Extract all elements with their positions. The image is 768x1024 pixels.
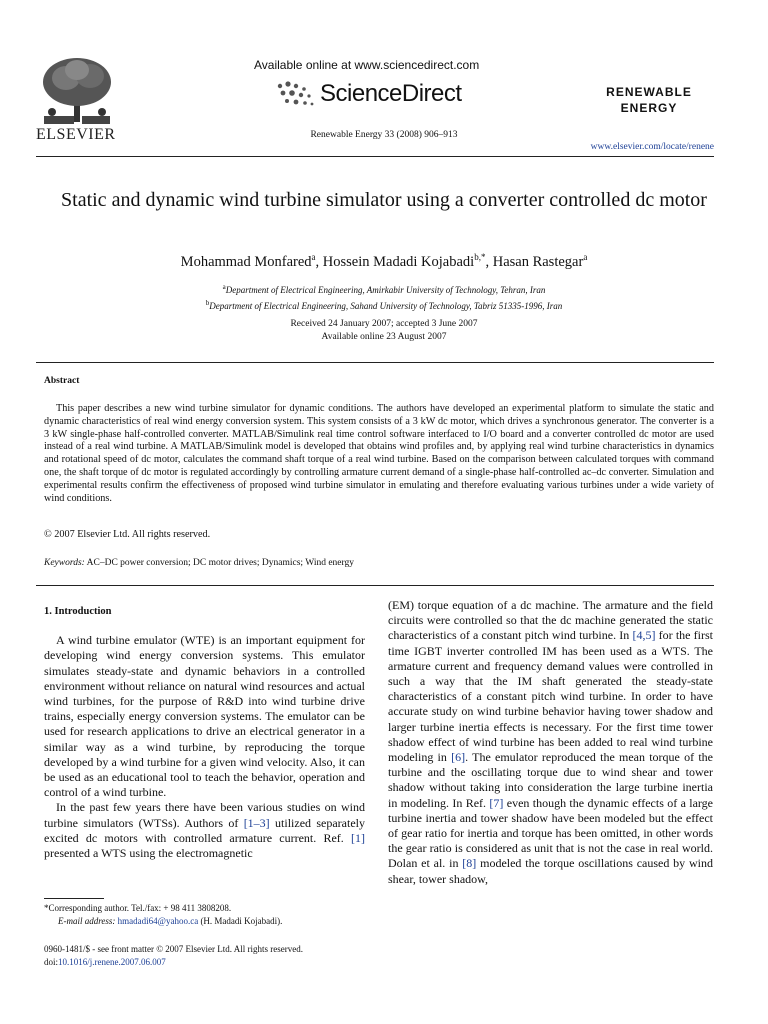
header-divider <box>36 156 714 157</box>
text-run: In the past few years there have been various studies on wind turbine simulators (WTSs). Authors of <box>44 800 365 830</box>
journal-citation: Renewable Energy 33 (2008) 906–913 <box>310 130 458 140</box>
email-owner: (H. Madadi Kojabadi). <box>198 916 283 926</box>
section-heading: 1. Introduction <box>44 606 112 617</box>
article-dates <box>40 318 728 344</box>
intro-paragraph-continued <box>388 598 713 887</box>
keywords-text: AC–DC power conversion; DC motor drives; Dynamics; Wind energy <box>84 558 355 568</box>
abstract-top-divider <box>36 362 714 363</box>
doi-link[interactable]: 10.1016/j.renene.2007.06.007 <box>58 957 166 967</box>
journal-title-line-2: ENERGY <box>620 101 678 115</box>
keywords <box>44 558 354 568</box>
journal-url-link[interactable]: www.elsevier.com/locate/renene <box>590 142 714 152</box>
article-title: Static and dynamic wind turbine simulator using a converter controlled dc motor <box>61 189 707 211</box>
citation-link[interactable]: [1–3] <box>243 815 270 830</box>
abstract-heading: Abstract <box>44 376 80 386</box>
affiliation-sup: a <box>222 283 226 291</box>
sciencedirect-brand: ScienceDirect <box>320 80 462 107</box>
citation-link[interactable]: [8] <box>462 856 477 871</box>
right-column <box>388 598 713 887</box>
footnote <box>44 902 364 928</box>
author-name: Hasan Rastegar <box>492 253 584 270</box>
author-separator: , <box>315 253 323 270</box>
author-affil-sup[interactable]: b,* <box>474 252 486 262</box>
author-separator: , <box>485 253 493 270</box>
text-run: even though the dynamic effects of a large turbine inertia and tower shadow have been modeled but the effect of gear ratio for inertia and torque has been omitted, in other words the gear ratio is considered as unit that is not the case in real world. Dolan et al. in <box>388 795 714 871</box>
bottom-meta <box>44 943 303 969</box>
intro-paragraph-1: A wind turbine emulator (WTE) is an important equipment for developing wind energy conversion systems. This emulator simulates steady-state and dynamic behaviors in a controlled environment without reliance on natural wind resources and actual wind turbines, for the purpose of R&D into wind turbine drive trains, especially energy conversion systems. The emulator can be used for research applications to drive an electrical generator in a similar way as a wind turbine, by reproducing the torque developed by a wind turbine for a given wind velocity. Also, it can be used as an educational tool to teach the behavior, operation and control of a wind turbine. <box>44 633 365 800</box>
left-column <box>44 598 365 861</box>
text-run: (EM) torque equation of a dc machine. The armature and the field circuits were controlled so that the dc machine generated the static characteristics of a constant pitch wind turbine. In <box>388 598 713 643</box>
citation-link[interactable]: [7] <box>489 795 504 810</box>
journal-title-logo <box>584 84 714 116</box>
text-run: . The emulator reproduced the mean torque of the turbine and the oscillating torque due to wind shear and tower shadow without taking into consideration the large turbine inertia in modeling. In Ref. <box>388 750 713 810</box>
email-line <box>44 915 364 928</box>
citation-link[interactable]: [6] <box>451 750 466 765</box>
citation-link[interactable]: [4,5] <box>632 628 656 643</box>
received-date: Received 24 January 2007; accepted 3 June 2007 <box>290 319 478 329</box>
body-top-divider <box>36 585 714 586</box>
journal-title-line-1: RENEWABLE <box>606 85 692 99</box>
doi-line <box>44 956 303 969</box>
sciencedirect-dots-icon <box>274 80 316 108</box>
text-run: presented a WTS using the electromagnetic <box>44 846 253 861</box>
affiliations <box>40 281 728 313</box>
available-date: Available online 23 August 2007 <box>321 332 447 342</box>
keywords-label: Keywords: <box>44 558 85 568</box>
text-run: modeled the torque oscillations caused by wind shear, tower shadow, <box>388 856 713 886</box>
author-name: Hossein Madadi Kojabadi <box>322 253 475 270</box>
author-list <box>40 252 728 271</box>
doi-label: doi: <box>44 957 59 967</box>
email-link[interactable]: hmadadi64@yahoo.ca <box>115 916 199 926</box>
available-online-text: Available online at www.sciencedirect.com <box>254 58 480 72</box>
author-name: Mohammad Monfared <box>180 253 312 270</box>
email-label: E-mail address: <box>58 916 116 926</box>
affiliation-item <box>40 297 728 313</box>
author-affil-sup: a <box>311 252 316 262</box>
affiliation-text: Department of Electrical Engineering, Sahand University of Technology, Tabriz 51335-1996, Iran <box>209 301 563 311</box>
issn-line: 0960-1481/$ - see front matter © 2007 Elsevier Ltd. All rights reserved. <box>44 944 304 954</box>
intro-paragraph-2 <box>44 800 365 861</box>
footnote-divider <box>44 898 104 899</box>
text-run: for the first time IGBT inverter controlled IM has been used as a WTS. The armature current and frequency demand values were controlled in such a way that the IM shaft generated the steady-state characteristics of a constant pitch wind turbine. In order to have accurate study on wind turbine behavior having tower shadow and larger turbine inertia effects is necessary. For the first time tower shadow effect of wind turbine has been added to real wind turbine modeling in <box>388 628 714 765</box>
abstract-copyright: © 2007 Elsevier Ltd. All rights reserved. <box>44 529 211 540</box>
text-run: utilized separately excited dc motors with controlled armature current. Ref. <box>44 815 365 845</box>
corresponding-author: *Corresponding author. Tel./fax: + 98 411 3808208. <box>44 903 232 913</box>
affiliation-text: Department of Electrical Engineering, Amirkabir University of Technology, Tehran, Iran <box>225 285 546 295</box>
abstract-body: This paper describes a new wind turbine simulator for dynamic conditions. The authors have developed an experimental platform to simulate the static and dynamic characteristics of real wind energy conversion system. This system consists of a 3 kW dc motor, which drives a synchronous generator. The converter is a 3 kW single-phase half-controlled converter. MATLAB/Simulink real time control software interfaced to I/O board and a converter controlled dc motor are used instead of a real wind turbine. A MATLAB/Simulink model is developed that obtains wind profiles and, by applying real wind turbine characteristics in dynamics and rotational speed of dc motor, calculates the command shaft torque of a real wind turbine. Based on the comparison between calculated torques with command one, the shaft torque of dc motor is regulated accordingly by controlling armature current demand of a single-phase half-controlled ac–dc converter. Simulation and experimental results confirm the effectiveness of proposed wind turbine simulator in emulating and therefore evaluating various turbines under a wide variety of wind conditions. <box>44 403 714 504</box>
citation-link[interactable]: [1] <box>351 830 365 845</box>
affiliation-sup: b <box>205 299 210 307</box>
affiliation-item <box>40 281 728 297</box>
author-affil-sup: a <box>583 252 588 262</box>
publisher-name: ELSEVIER <box>36 126 116 143</box>
